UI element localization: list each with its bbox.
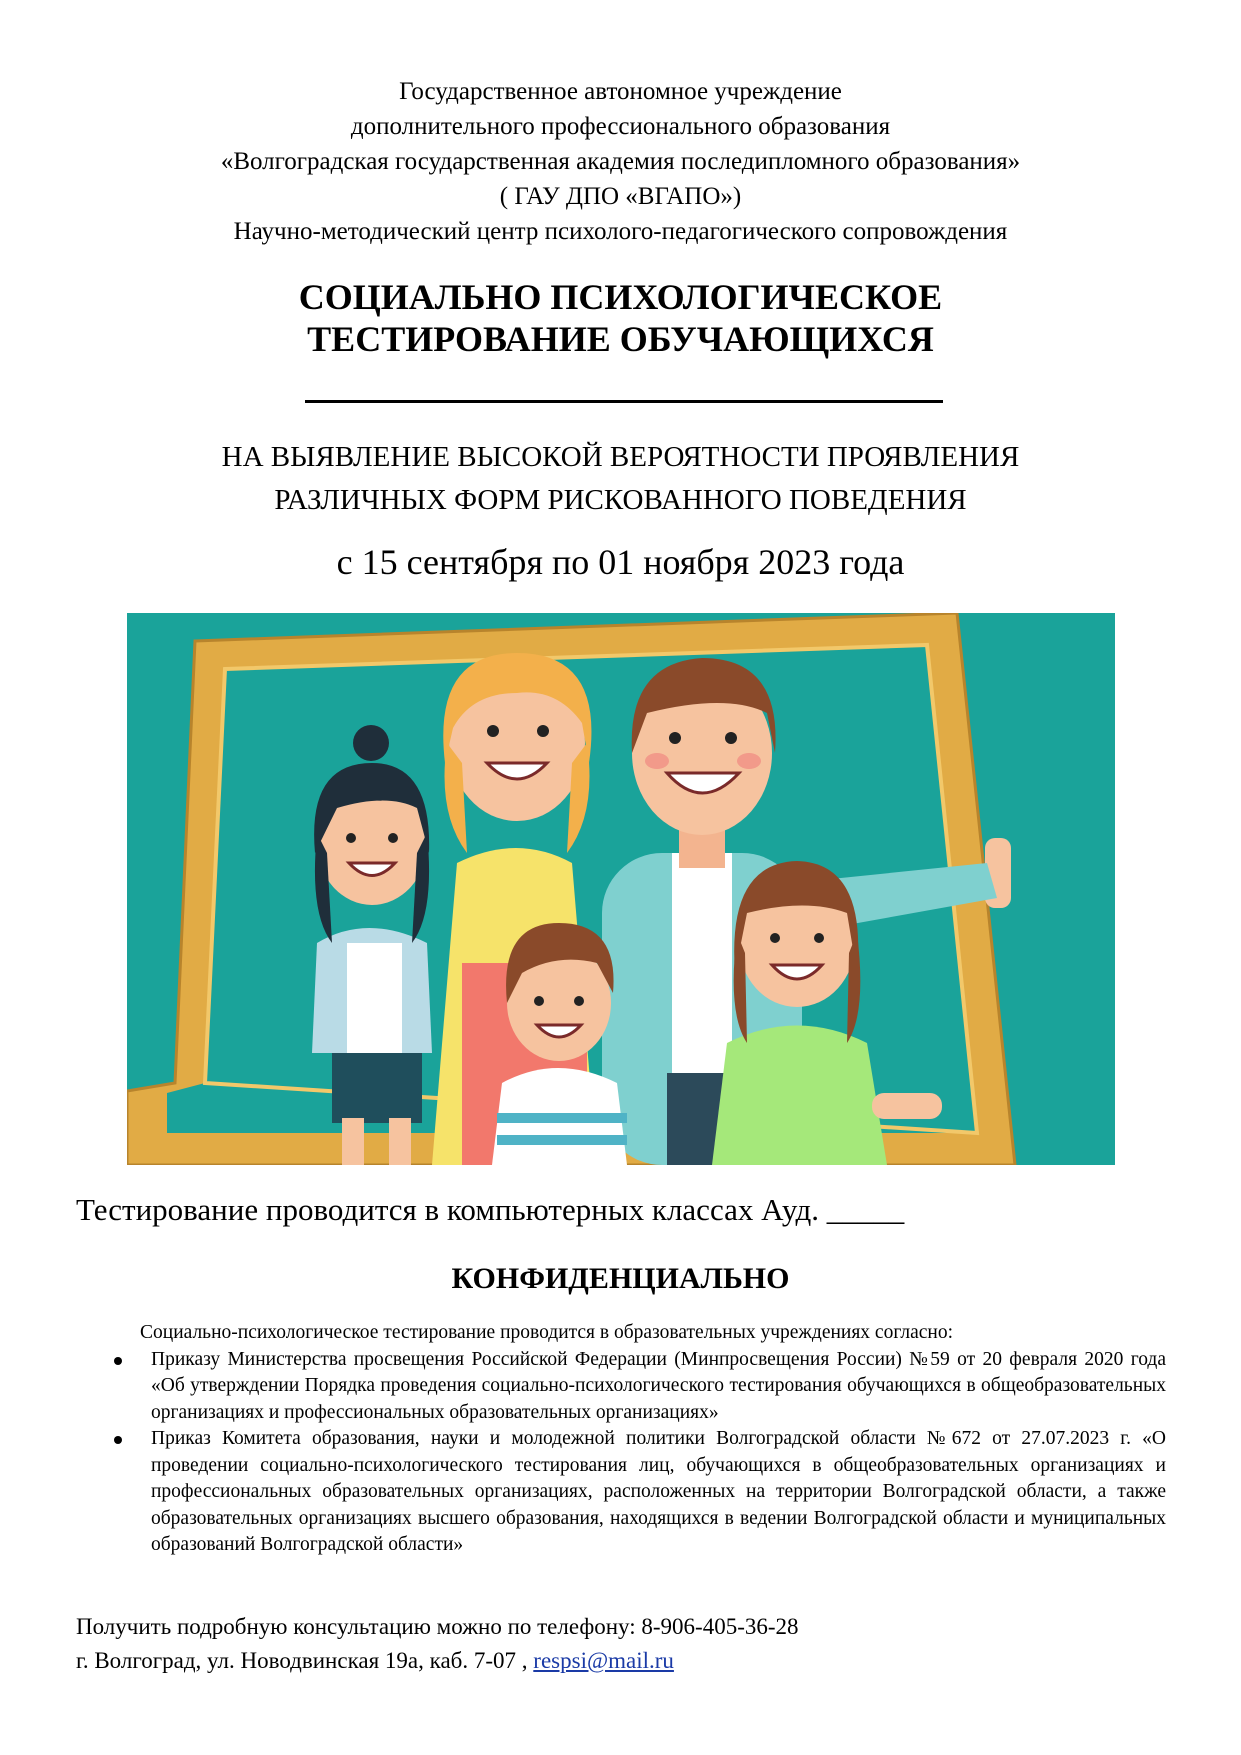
legal-intro: Социально-психологическое тестирование проводится в образовательных учреждениях согласно: xyxy=(140,1322,953,1343)
legal-item-text: Приказу Министерства просвещения Российской Федерации (Минпросвещения России) №59 от 20 февраля 2020 года «Об утверждении Порядка проведения социально-психологического тестирования обучающихся в общеобразовательных организациях и профессиональных образовательных организациях» xyxy=(151,1348,1166,1423)
address-text: г. Волгоград, ул. Новодвинская 19а, каб. 7-07 , xyxy=(76,1648,534,1673)
title-line: СОЦИАЛЬНО ПСИХОЛОГИЧЕСКОЕ xyxy=(298,277,943,317)
contacts xyxy=(76,1610,799,1678)
legal-basis xyxy=(76,1320,1166,1559)
org-line: «Волгоградская государственная академия последипломного образования» xyxy=(220,148,1021,175)
address-line xyxy=(76,1644,799,1678)
confidential-label: КОНФИДЕНЦИАЛЬНО xyxy=(451,1262,790,1295)
organization-header xyxy=(0,74,1241,249)
list-item xyxy=(76,1426,1166,1559)
family-illustration xyxy=(127,613,1115,1165)
email-link[interactable]: respsi@mail.ru xyxy=(533,1648,674,1673)
subtitle-line: РАЗЛИЧНЫХ ФОРМ РИСКОВАННОГО ПОВЕДЕНИЯ xyxy=(274,484,967,516)
org-line: ( ГАУ ДПО «ВГАПО») xyxy=(499,183,742,210)
phone-line: Получить подробную консультацию можно по телефону: 8-906-405-36-28 xyxy=(76,1614,799,1639)
legal-item-text: Приказ Комитета образования, науки и молодежной политики Волгоградской области №672 от 27.07.2023 г. «О проведении социально-психологического тестирования лиц, обучающихся в общеобразовательных организациях и профессиональных образовательных организациях, расположенных на территории Волгоградской области, а также образовательных организациях высшего образования, находящихся в ведении Волгоградской области и муниципальных образований Волгоградской области» xyxy=(151,1428,1166,1555)
org-line: дополнительного профессионального образования xyxy=(350,113,891,140)
legal-list xyxy=(76,1347,1166,1559)
org-line: Государственное автономное учреждение xyxy=(399,78,842,105)
org-line: Научно-методический центр психолого-педагогического сопровождения xyxy=(233,218,1008,245)
title-divider xyxy=(305,400,943,403)
subtitle-line: НА ВЫЯВЛЕНИЕ ВЫСОКОЙ ВЕРОЯТНОСТИ ПРОЯВЛЕНИЯ xyxy=(221,441,1020,473)
venue-line: Тестирование проводится в компьютерных классах Ауд. _____ xyxy=(76,1192,905,1227)
bullet-icon xyxy=(114,1436,122,1444)
document-subtitle xyxy=(0,436,1241,522)
document-title xyxy=(0,276,1241,360)
testing-dates: с 15 сентября по 01 ноября 2023 года xyxy=(336,542,905,582)
bullet-icon xyxy=(114,1357,122,1365)
title-line: ТЕСТИРОВАНИЕ ОБУЧАЮЩИХСЯ xyxy=(307,319,934,359)
list-item xyxy=(76,1347,1166,1427)
